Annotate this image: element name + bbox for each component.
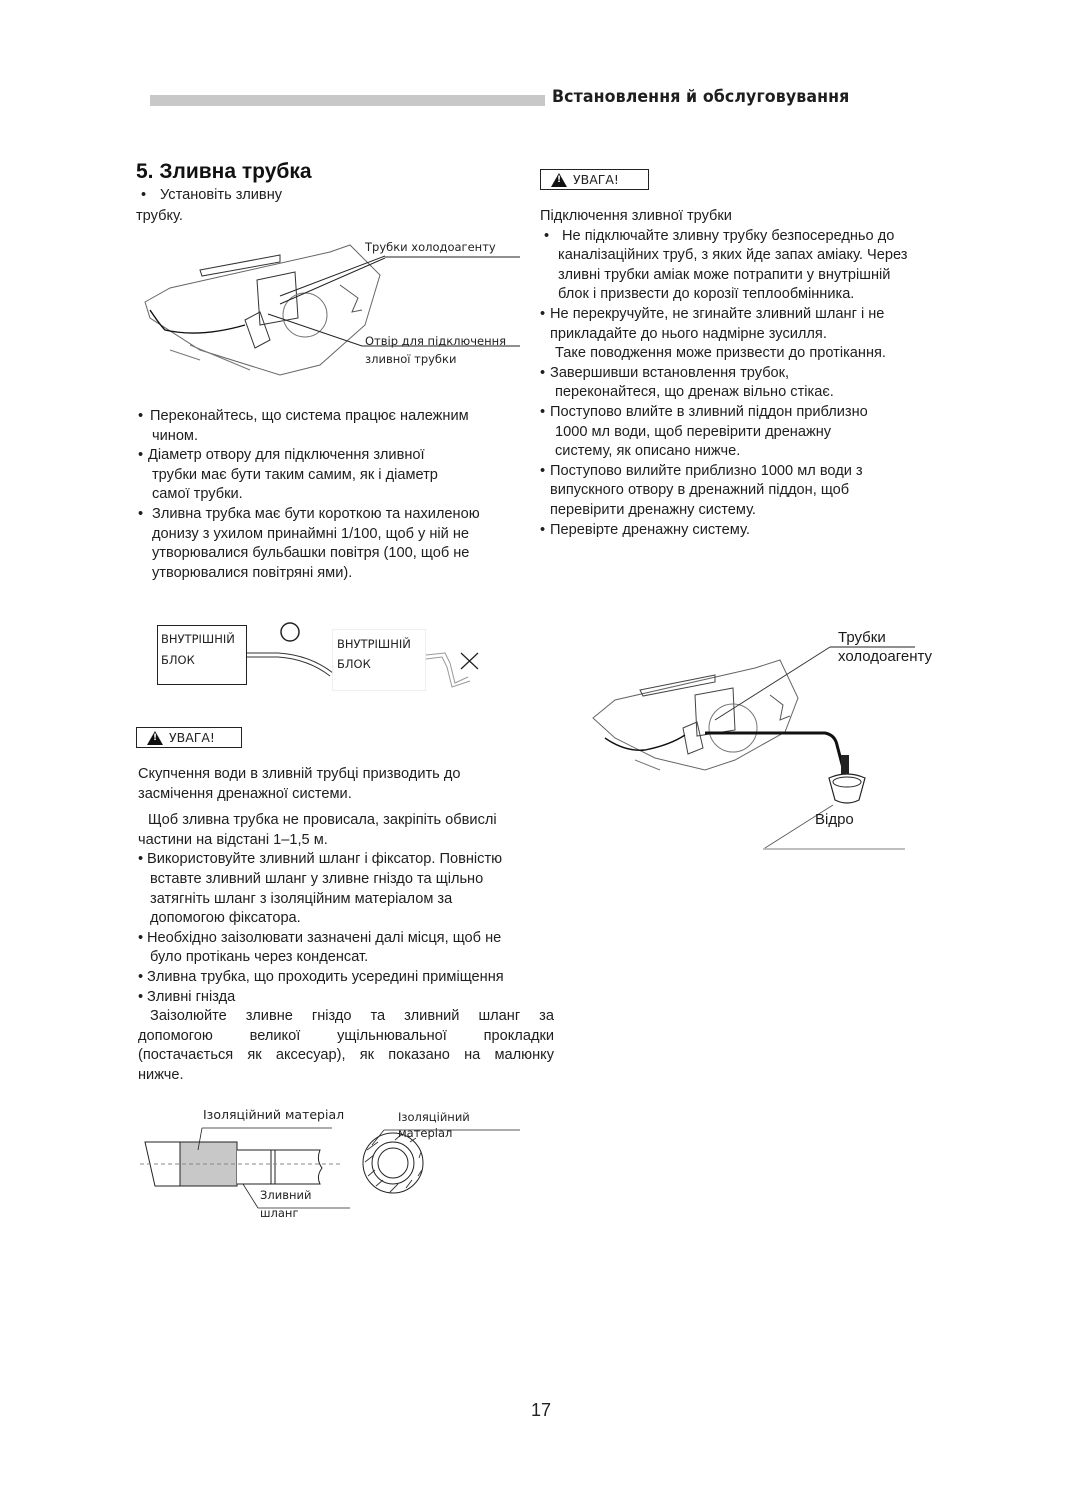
intro-text: • Установіть зливну: [141, 187, 283, 203]
label-refrigerant-pipes: Трубки холодоагенту: [365, 240, 496, 254]
warning-badge-left: ! УВАГА!: [136, 727, 242, 748]
bullet-item: • Переконайтесь, що система працює належним чином.: [138, 408, 469, 444]
label-insulation-material-2: Ізоляційний: [398, 1110, 470, 1124]
label-drain-hole: Отвір для підключення: [365, 334, 507, 348]
section-title: 5. Зливна трубка: [136, 160, 312, 183]
header-title: Встановлення й обслуговування: [552, 87, 850, 107]
bullet-item: • Використовуйте зливний шланг і фіксатор. Повністю вставте зливний шланг у зливне гніздо та щільно затягніть шланг з ізоляційним матеріалом за допомогою фіксатора.: [138, 851, 503, 927]
bullet-item: • Зливна трубка має бути короткою та нахиленою донизу з ухилом принаймні 1/100, щоб у ній не утворювалися бульбашки повітря (100, щоб не утворювалися повітряні ями).: [138, 505, 480, 581]
label-insulation-material: Ізоляційний матеріал: [203, 1107, 345, 1122]
warning-subtitle: Підключення зливної трубки: [540, 208, 732, 224]
figure-indoor-unit-drain: [140, 230, 520, 380]
figure-insulation: [140, 1100, 530, 1225]
paragraph: Скупчення води в зливній трубці призводить до засмічення дренажної системи.: [138, 766, 461, 802]
bullet-item: • Зливна трубка, що проходить усередині приміщення: [138, 968, 504, 985]
figure-drain-test: [585, 620, 955, 860]
label-drain-hole-cont: зливної трубки: [365, 352, 457, 366]
bullet-item: • Необхідно заізолювати зазначені далі місця, щоб не було протікань через конденсат.: [138, 929, 502, 966]
page-number: 17: [531, 1400, 552, 1420]
header-bar: [150, 95, 545, 106]
warning-badge-right: ! УВАГА!: [540, 169, 649, 190]
figure-drain-slope: [150, 615, 490, 695]
paragraph: Заізолюйте зливне гніздо та зливний шланг за допомогою великої ущільнювальної прокладки (постачається як аксесуар), як показано на малюнку нижче.: [138, 1008, 554, 1083]
indoor-unit-box-correct: ВНУТРІШНІЙ БЛОК: [157, 625, 247, 685]
paragraph: Щоб зливна трубка не провисала, закріпіть обвислі частини на відстані 1–1,5 м.: [138, 812, 497, 848]
bullet-item: • Не перекручуйте, не згинайте зливний шланг і не прикладайте до нього надмірне зусилля. Таке поводження може призвести до протікання.: [540, 305, 886, 362]
correct-circle-icon: [281, 623, 299, 641]
label-bucket: Відро: [815, 811, 854, 828]
drain-lines: [150, 615, 490, 695]
bullet-item: • Діаметр отвору для підключення зливної трубки має бути таким самим, як і діаметр самої трубки.: [138, 447, 438, 503]
intro-text-cont: трубку.: [136, 208, 183, 224]
label-insulation-material-2-cont: матеріал: [398, 1126, 453, 1140]
indoor-unit-box-incorrect: ВНУТРІШНІЙ БЛОК: [332, 629, 426, 691]
warning-left-text: [138, 765, 558, 1086]
bucket-icon: [829, 774, 865, 803]
left-bullet-list: [138, 407, 538, 583]
label-refrigerant-pipes-right-cont: холодоагенту: [838, 648, 933, 665]
bullet-item: • Не підключайте зливну трубку безпосередньо до каналізаційних труб, з яких йде запах аміаку. Через зливні трубки аміак може потрапити у внутрішній блок і призвести до корозії теплообмінника.: [544, 227, 908, 303]
bullet-item: • Зливні гнізда: [138, 988, 236, 1005]
label-drain-hose-cont: шланг: [260, 1206, 299, 1220]
warning-triangle-icon: [147, 731, 163, 745]
bullet-item: • Поступово вилийте приблизно 1000 мл води з випускного отвору в дренажний піддон, щоб перевірити дренажну систему.: [540, 462, 863, 518]
bullet-item: • Поступово влийте в зливний піддон приблизно 1000 мл води, щоб перевірити дренажну систему, як описано нижче.: [540, 403, 868, 460]
label-refrigerant-pipes-right: Трубки: [838, 629, 886, 646]
label-drain-hose: Зливний: [260, 1188, 312, 1202]
warning-right-text: [540, 207, 960, 540]
bullet-item: • Перевірте дренажну систему.: [540, 521, 750, 538]
warning-triangle-icon: [551, 173, 567, 187]
bullet-item: • Завершивши встановлення трубок, переконайтеся, що дренаж вільно стікає.: [540, 364, 834, 401]
